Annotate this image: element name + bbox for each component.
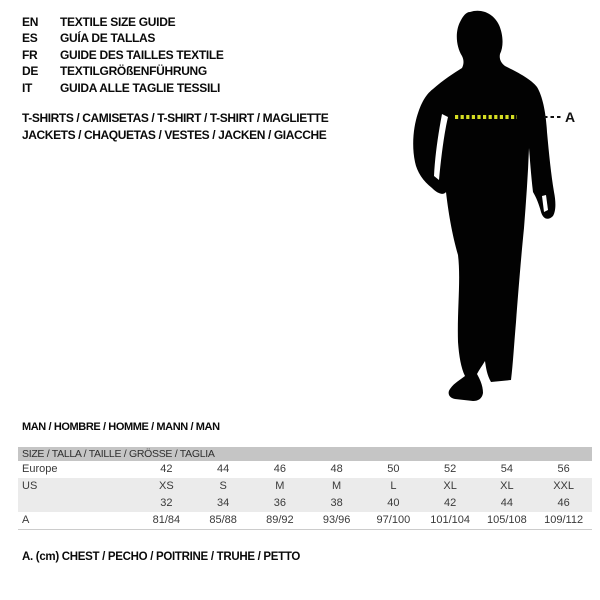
- size-cell: M: [332, 480, 342, 492]
- size-cell: 81/84: [152, 514, 181, 526]
- size-cell: S: [219, 480, 227, 492]
- size-cell: 97/100: [376, 514, 411, 526]
- category-line: JACKETS / CHAQUETAS / VESTES / JACKEN / GIACCHE: [22, 127, 327, 142]
- size-cell: 105/108: [486, 514, 527, 526]
- size-cell: 42: [444, 497, 457, 509]
- size-cell: 48: [330, 463, 343, 475]
- language-code: ES: [22, 31, 38, 46]
- size-cell: XXL: [553, 480, 575, 492]
- size-cell: XS: [159, 480, 174, 492]
- size-table-row: [18, 512, 592, 529]
- language-title: GUIDA ALLE TAGLIE TESSILI: [60, 80, 221, 95]
- language-title: GUÍA DE TALLAS: [60, 31, 156, 46]
- size-table-row: [18, 461, 592, 478]
- category-lines: [22, 110, 328, 143]
- size-cell: 46: [273, 463, 286, 475]
- size-table: [18, 447, 592, 530]
- size-row-label: [18, 495, 138, 512]
- size-cell: 44: [500, 497, 513, 509]
- size-cell: 101/104: [430, 514, 470, 526]
- size-cell: 32: [160, 497, 173, 509]
- size-row-label: US: [22, 480, 38, 492]
- language-title: GUIDE DES TAILLES TEXTILE: [60, 47, 224, 62]
- language-list: [22, 14, 224, 96]
- size-cell: 54: [500, 463, 513, 475]
- size-cell: 46: [557, 497, 570, 509]
- size-table-row: [18, 495, 592, 512]
- size-cell: 89/92: [266, 514, 294, 526]
- size-cell: 50: [387, 463, 400, 475]
- language-code: DE: [22, 64, 39, 79]
- size-cell: XL: [443, 480, 457, 492]
- measurement-footnote: A. (cm) CHEST / PECHO / POITRINE / TRUHE / PETTO: [22, 551, 301, 563]
- size-cell: 34: [217, 497, 230, 509]
- size-table-header: SIZE / TALLA / TAILLE / GRÖSSE / TAGLIA: [18, 447, 592, 461]
- category-line: T-SHIRTS / CAMISETAS / T-SHIRT / T-SHIRT / MAGLIETTE: [22, 111, 329, 125]
- size-cell: 36: [273, 497, 286, 509]
- size-cell: 42: [160, 463, 173, 475]
- size-cell: 52: [444, 463, 457, 475]
- size-cell: XL: [500, 480, 514, 492]
- gender-heading: MAN / HOMBRE / HOMME / MANN / MAN: [22, 421, 220, 433]
- size-cell: 40: [387, 497, 400, 509]
- language-row: [22, 63, 224, 79]
- size-cell: 44: [217, 463, 230, 475]
- size-row-label: A: [22, 514, 30, 526]
- language-row: [22, 14, 224, 30]
- measure-label-a: A: [565, 109, 576, 125]
- language-row: [22, 30, 224, 46]
- size-cell: 85/88: [209, 514, 237, 526]
- size-cell: 93/96: [322, 514, 351, 526]
- language-title: TEXTILE SIZE GUIDE: [60, 15, 176, 29]
- man-silhouette: [413, 11, 555, 401]
- language-row: [22, 80, 224, 96]
- language-code: EN: [22, 15, 39, 29]
- size-cell: 56: [557, 463, 570, 475]
- language-row: [22, 47, 224, 63]
- size-row-label: Europe: [22, 463, 58, 475]
- size-cell: M: [275, 480, 285, 492]
- language-code: FR: [22, 47, 38, 62]
- size-table-row: [18, 478, 592, 495]
- language-title: TEXTILGRÖßENFÜHRUNG: [60, 64, 207, 79]
- language-code: IT: [22, 80, 33, 95]
- size-cell: 109/112: [544, 514, 584, 526]
- size-cell: L: [390, 480, 397, 492]
- man-silhouette-figure: [405, 0, 600, 410]
- size-cell: 38: [330, 497, 343, 509]
